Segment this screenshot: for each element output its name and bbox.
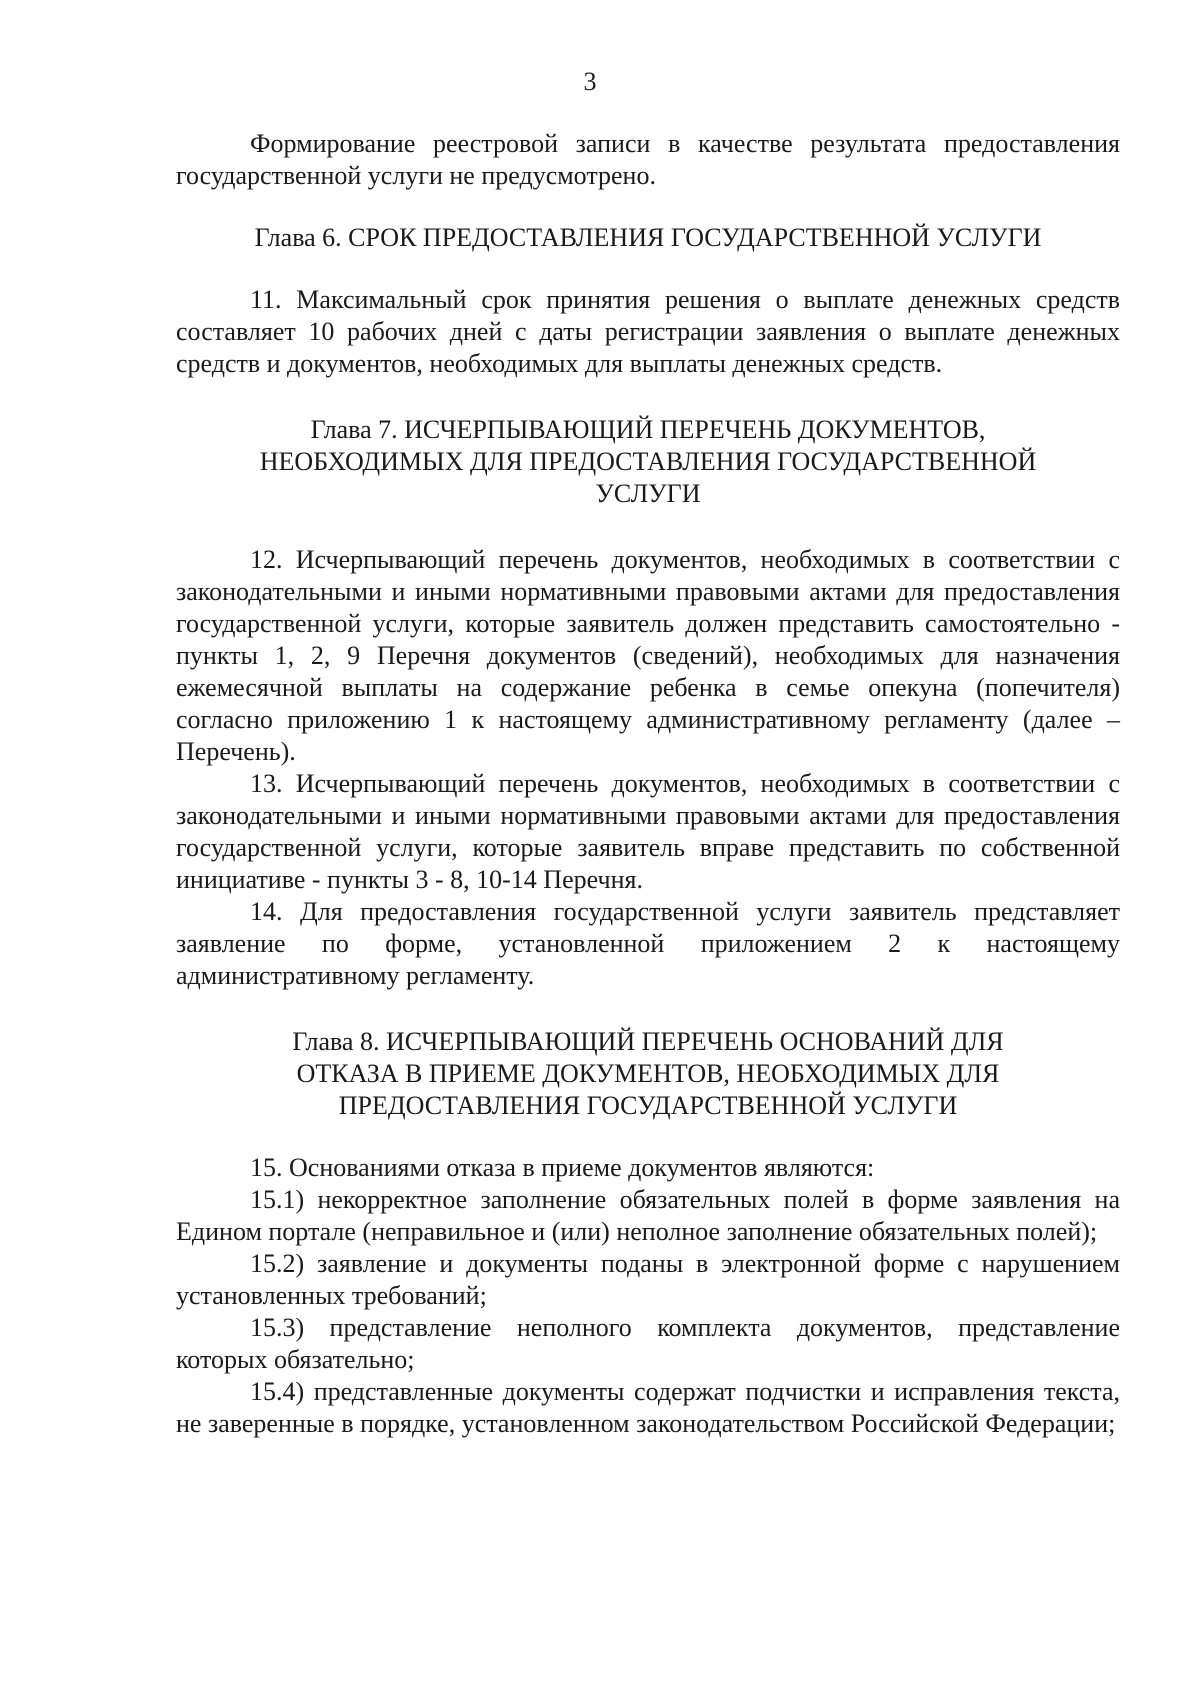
paragraph-15-1: 15.1) некорректное заполнение обязательных полей в форме заявления на Едином портале (неправильное и (или) неполное заполнение обязательных полей); <box>176 1185 1120 1246</box>
paragraph-14: 14. Для предоставления государственной услуги заявитель представляет заявление по форме, установленной приложением 2 к настоящему административному регламенту. <box>176 897 1120 990</box>
chapter-8-heading-line: ПРЕДОСТАВЛЕНИЯ ГОСУДАРСТВЕННОЙ УСЛУГИ <box>338 1091 958 1120</box>
chapter-8-heading-line: Глава 8. ИСЧЕРПЫВАЮЩИЙ ПЕРЕЧЕНЬ ОСНОВАНИЙ ДЛЯ <box>292 1027 1004 1056</box>
chapter-7-heading <box>176 414 1120 510</box>
chapter-7-heading-line: НЕОБХОДИМЫХ ДЛЯ ПРЕДОСТАВЛЕНИЯ ГОСУДАРСТВЕННОЙ <box>259 447 1037 476</box>
paragraph-13: 13. Исчерпывающий перечень документов, необходимых в соответствии с законодательными и иными нормативными правовыми актами для предоставления государственной услуги, которые заявитель вправе представить по собственной инициативе - пункты 3 - 8, 10-14 Перечня. <box>176 769 1120 894</box>
paragraph-11: 11. Максимальный срок принятия решения о выплате денежных средств составляет 10 рабочих дней с даты регистрации заявления о выплате денежных средств и документов, необходимых для выплаты денежных средств. <box>176 285 1120 378</box>
chapter-8-heading <box>176 1026 1120 1122</box>
chapter-8-heading-line: ОТКАЗА В ПРИЕМЕ ДОКУМЕНТОВ, НЕОБХОДИМЫХ ДЛЯ <box>296 1059 1000 1088</box>
intro-paragraph: Формирование реестровой записи в качестве результата предоставления государственной услуги не предусмотрено. <box>176 129 1120 190</box>
paragraph-12: 12. Исчерпывающий перечень документов, необходимых в соответствии с законодательными и иными нормативными правовыми актами для предоставления государственной услуги, которые заявитель должен представить самостоятельно - пункты 1, 2, 9 Перечня документов (сведений), необходимых для назначения ежемесячной выплаты на содержание ребенка в семье опекуна (попечителя) согласно приложению 1 к настоящему административному регламенту (далее – Перечень). <box>176 545 1120 766</box>
chapter-6-heading: Глава 6. СРОК ПРЕДОСТАВЛЕНИЯ ГОСУДАРСТВЕННОЙ УСЛУГИ <box>254 223 1042 252</box>
chapter-7-heading-line: УСЛУГИ <box>595 479 701 508</box>
paragraph-15-2: 15.2) заявление и документы поданы в электронной форме с нарушением установленных требований; <box>176 1249 1120 1310</box>
paragraph-15-4: 15.4) представленные документы содержат подчистки и исправления текста, не заверенные в порядке, установленном законодательством Российской Федерации; <box>176 1377 1120 1438</box>
paragraph-15-3: 15.3) представление неполного комплекта документов, представление которых обязательно; <box>176 1313 1120 1374</box>
page-number: 3 <box>583 67 597 96</box>
paragraph-15: 15. Основаниями отказа в приеме документов являются: <box>250 1153 875 1182</box>
chapter-7-heading-line: Глава 7. ИСЧЕРПЫВАЮЩИЙ ПЕРЕЧЕНЬ ДОКУМЕНТОВ, <box>310 415 986 444</box>
